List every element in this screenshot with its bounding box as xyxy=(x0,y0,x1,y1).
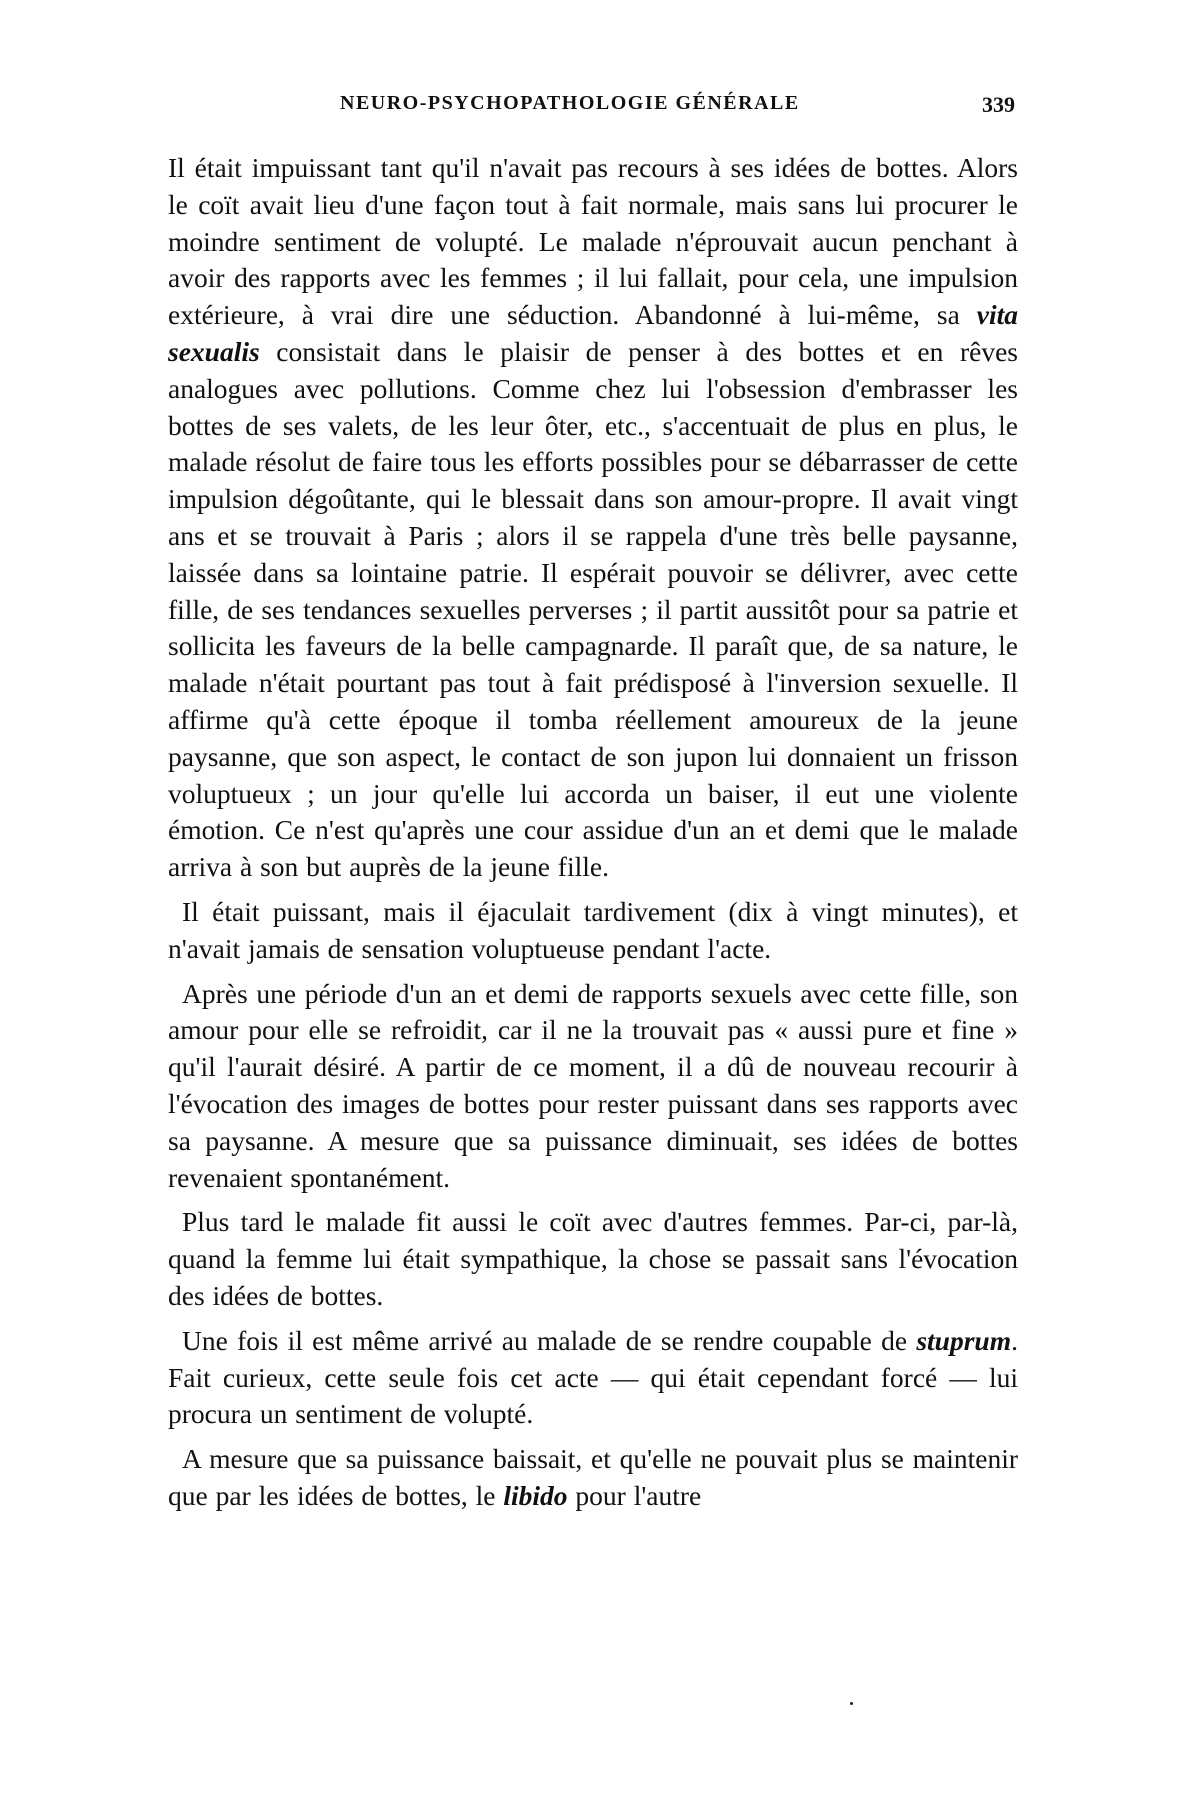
page-number: 339 xyxy=(982,92,1015,117)
paragraph-6 xyxy=(168,1441,1018,1515)
paragraph-1-part-b: consistait dans le plaisir de penser à des bottes et en rêves analogues avec pollutions. Comme chez lui l'obsession d'embrasser les bottes de ses valets, de les leur ôter, etc., s'accentuait de plus en plus, le malade résolut de faire tous les efforts possibles pour se débarrasser de cette impulsion dégoûtante, qui le blessait dans son amour-propre. Il avait vingt ans et se trouvait à Paris ; alors il se rappela d'une très belle paysanne, laissée dans sa lointaine patrie. Il espérait pouvoir se délivrer, avec cette fille, de ses tendances sexuelles perverses ; il partit aussitôt pour sa patrie et sollicita les faveurs de la belle campagnarde. Il paraît que, de sa nature, le malade n'était pourtant pas tout à fait prédisposé à l'inversion sexuelle. Il affirme qu'à cette époque il tomba réellement amoureux de la jeune paysanne, que son aspect, le contact de son jupon lui donnaient un frisson voluptueux ; un jour qu'elle lui accorda un baiser, il eut une violente émotion. Ce n'est qu'après une cour assidue d'un an et demi que le malade arriva à son but auprès de la jeune fille. xyxy=(168,335,1018,883)
body-text xyxy=(168,150,1018,1523)
paragraph-2: Il était puissant, mais il éjaculait tardivement (dix à vingt minutes), et n'avait jamais de sensation voluptueuse pendant l'acte. xyxy=(168,895,1018,964)
paragraph-5-part-a: Une fois il est même arrivé au malade de se rendre coupable de xyxy=(182,1324,917,1356)
paragraph-5 xyxy=(168,1323,1018,1433)
italic-term-libido: libido xyxy=(503,1479,568,1511)
paragraph-6-part-a: A mesure que sa puissance baissait, et qu'elle ne pouvait plus se maintenir que par les idées de bottes, le xyxy=(168,1443,1018,1511)
paragraph-1 xyxy=(168,150,1018,886)
paragraph-5-part-b: . Fait curieux, cette seule fois cet acte — qui était cependant forcé — lui procura un sentiment de volupté. xyxy=(168,1324,1018,1430)
paragraph-6-part-b: pour l'autre xyxy=(567,1479,702,1511)
paragraph-3: Après une période d'un an et demi de rapports sexuels avec cette fille, son amour pour elle se refroidit, car il ne la trouvait pas « aussi pure et fine » qu'il l'aurait désiré. A partir de ce moment, il a dû de nouveau recourir à l'évocation des images de bottes pour rester puissant dans ses rapports avec sa paysanne. A mesure que sa puissance diminuait, ses idées de bottes revenaient spontanément. xyxy=(168,977,1018,1193)
paragraph-1-part-a: Il était impuissant tant qu'il n'avait pas recours à ses idées de bottes. Alors le coït avait lieu d'une façon tout à fait normale, mais sans lui procurer le moindre sentiment de volupté. Le malade n'éprouvait aucun penchant à avoir des rapports avec les femmes ; il lui fallait, pour cela, une impulsion extérieure, à vrai dire une séduction. Abandonné à lui-même, sa xyxy=(168,152,1018,331)
running-title: NEURO-PSYCHOPATHOLOGIE GÉNÉRALE xyxy=(340,92,800,114)
italic-term-vita-sexualis: vita sexualis xyxy=(168,299,1018,367)
running-head xyxy=(170,92,1020,132)
paper-speck xyxy=(850,1702,853,1705)
italic-term-stuprum: stuprum xyxy=(916,1324,1012,1356)
paragraph-4: Plus tard le malade fit aussi le coït avec d'autres femmes. Par-ci, par-là, quand la femme lui était sympathique, la chose se passait sans l'évocation des idées de bottes. xyxy=(168,1206,1018,1311)
